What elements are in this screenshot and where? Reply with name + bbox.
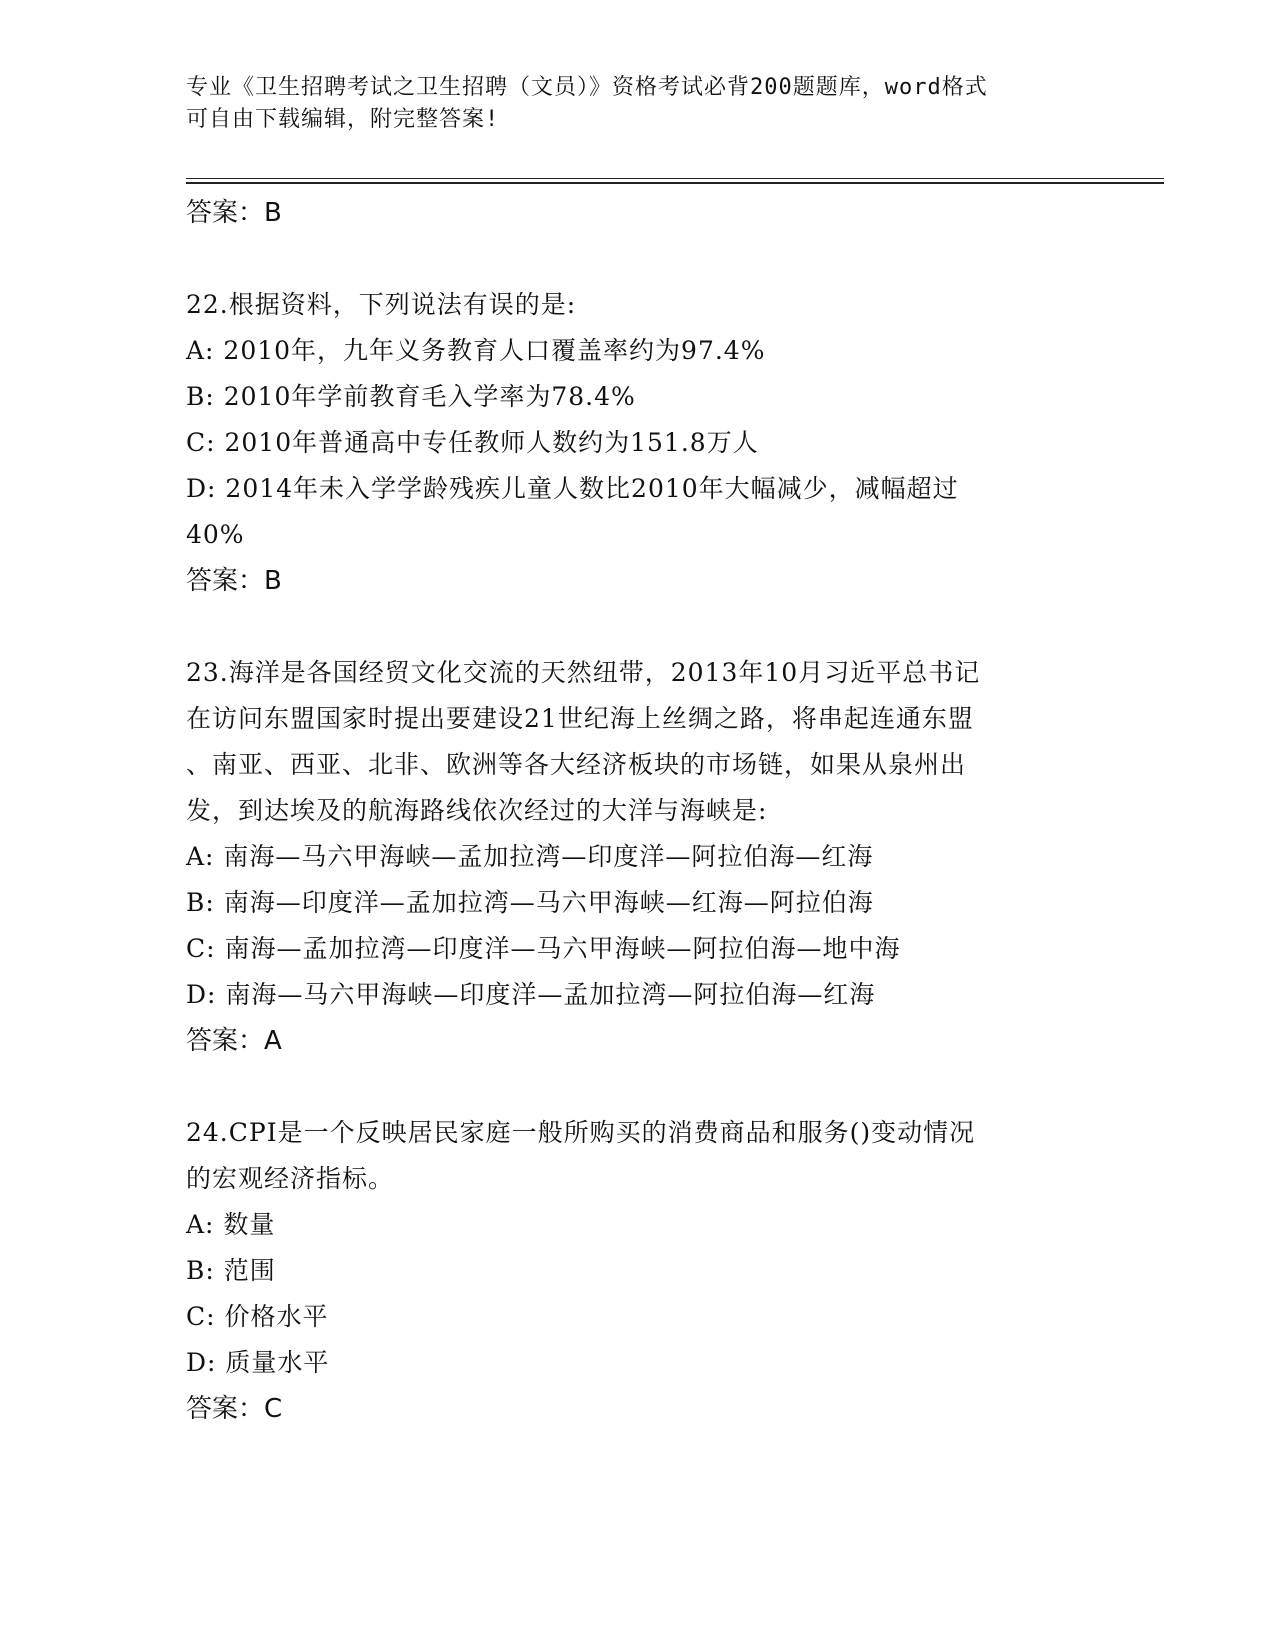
header-title-line-1: 专业《卫生招聘考试之卫生招聘（文员）》资格考试必背200题题库，word格式: [186, 75, 988, 100]
question-stem-line: 发，到达埃及的航海路线依次经过的大洋与海峡是:: [186, 796, 768, 825]
question-stem-line: 24.CPI是一个反映居民家庭一般所购买的消费商品和服务()变动情况: [186, 1118, 976, 1147]
document-header: [186, 72, 1086, 136]
answer-key: 答案：B: [186, 566, 282, 596]
spacer: [186, 604, 1086, 650]
answer-option: B: 南海—印度洋—孟加拉湾—马六甲海峡—红海—阿拉伯海: [186, 888, 874, 917]
question-block: [186, 282, 1086, 604]
answer-option: C: 价格水平: [186, 1302, 329, 1331]
answer-option: B: 范围: [186, 1256, 276, 1285]
question-stem-line: 在访问东盟国家时提出要建设21世纪海上丝绸之路，将串起连通东盟: [186, 704, 974, 733]
question-block: [186, 1110, 1086, 1432]
answer-option: D: 质量水平: [186, 1348, 330, 1377]
question-stem-line: 22.根据资料，下列说法有误的是:: [186, 290, 577, 319]
answer-option: D: 2014年未入学学龄残疾儿童人数比2010年大幅减少，减幅超过: [186, 474, 959, 503]
spacer: [186, 236, 1086, 282]
question-stem-line: 23.海洋是各国经贸文化交流的天然纽带，2013年10月习近平总书记: [186, 658, 981, 687]
question-stem-line: 、南亚、西亚、北非、欧洲等各大经济板块的市场链，如果从泉州出: [186, 750, 967, 779]
answer-option: A: 南海—马六甲海峡—孟加拉湾—印度洋—阿拉伯海—红海: [186, 842, 874, 871]
answer-option: C: 南海—孟加拉湾—印度洋—马六甲海峡—阿拉伯海—地中海: [186, 934, 901, 963]
answer-option: B: 2010年学前教育毛入学率为78.4%: [186, 382, 636, 411]
previous-answer: 答案：B: [186, 198, 282, 228]
header-title-line-2: 可自由下载编辑，附完整答案!: [186, 107, 500, 132]
answer-option: A: 2010年，九年义务教育人口覆盖率约为97.4%: [186, 336, 766, 365]
answer-key: 答案：A: [186, 1026, 282, 1056]
spacer: [186, 1064, 1086, 1110]
header-divider-thin: [186, 178, 1164, 179]
answer-option: A: 数量: [186, 1210, 276, 1239]
answer-option: C: 2010年普通高中专任教师人数约为151.8万人: [186, 428, 759, 457]
question-list: [186, 190, 1086, 1432]
answer-option: 40%: [186, 520, 245, 549]
question-block: [186, 650, 1086, 1064]
question-stem-line: 的宏观经济指标。: [186, 1164, 395, 1193]
answer-key: 答案：C: [186, 1394, 283, 1424]
header-divider-thick: [186, 182, 1164, 184]
answer-option: D: 南海—马六甲海峡—印度洋—孟加拉湾—阿拉伯海—红海: [186, 980, 876, 1009]
